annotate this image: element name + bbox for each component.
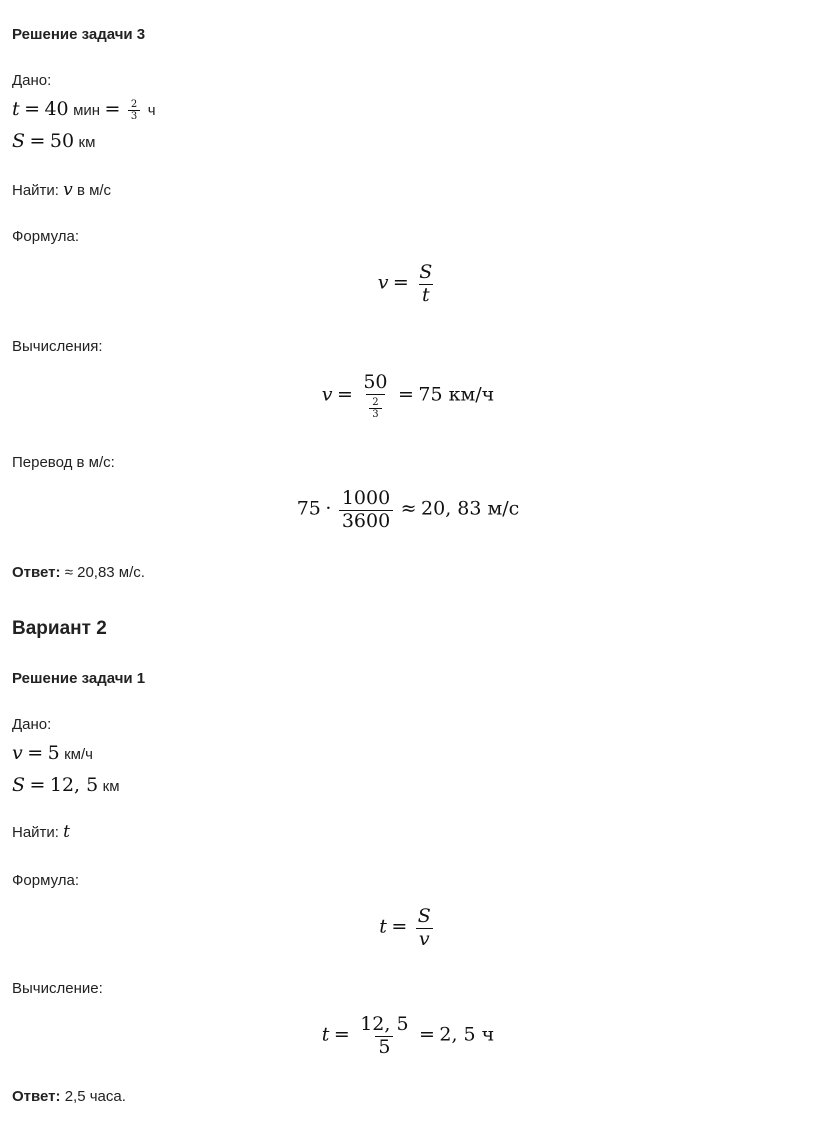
given-distance-line	[12, 774, 120, 796]
formula-label: Формула:	[12, 228, 80, 245]
distance-unit: км	[78, 134, 96, 151]
distance-value: 12, 5	[49, 774, 99, 796]
speed-unit: км/ч	[64, 746, 93, 763]
given-label: Дано:	[12, 72, 52, 89]
answer-value: ≈ 20,83 м/с.	[64, 564, 145, 581]
equals-sign: =	[397, 383, 414, 406]
find-label: Найти:	[12, 824, 59, 841]
formula-display	[0, 262, 816, 307]
equals-sign: =	[27, 742, 44, 764]
approx-sign: ≈	[400, 497, 417, 520]
equals-sign: =	[419, 1023, 435, 1046]
given-time-line	[12, 98, 156, 123]
fraction-numerator: 2	[130, 98, 138, 110]
fraction	[339, 488, 393, 533]
fraction-denominator: t	[419, 284, 433, 307]
speed-value: 5	[47, 742, 60, 764]
find-line	[12, 822, 70, 842]
time-value: 40	[44, 98, 69, 120]
calc-display	[0, 1014, 816, 1059]
var-t: t	[12, 98, 20, 120]
equals-sign: =	[29, 774, 46, 796]
calc-lhs: v	[321, 383, 333, 406]
calc-result: 75 км/ч	[418, 383, 495, 406]
var-s: S	[12, 774, 26, 796]
fraction	[416, 262, 435, 307]
fraction-numerator: 50	[363, 371, 388, 393]
fraction-numerator: 12, 5	[360, 1013, 409, 1035]
convert-result: 20, 83 м/с	[421, 497, 520, 520]
convert-lhs: 75	[296, 497, 321, 520]
fraction-denominator: 3600	[339, 510, 393, 533]
fraction-numerator: S	[419, 261, 433, 283]
nested-numerator: 2	[372, 396, 379, 408]
calc-display	[0, 372, 816, 421]
distance-unit: км	[102, 778, 120, 795]
time-unit: мин	[73, 102, 101, 119]
fraction	[357, 1014, 411, 1059]
section-heading: Решение задачи 1	[12, 670, 146, 687]
nested-fraction	[369, 397, 381, 421]
fraction	[360, 372, 390, 421]
fraction-denominator	[366, 394, 384, 421]
find-label: Найти:	[12, 182, 59, 199]
var-s: S	[12, 130, 26, 152]
section-heading: Решение задачи 3	[12, 26, 146, 43]
distance-value: 50	[49, 130, 75, 152]
fraction-numerator: S	[417, 905, 431, 927]
find-var: v	[63, 180, 73, 200]
equals-sign: =	[336, 383, 353, 406]
calc-label: Вычисление:	[12, 980, 103, 997]
convert-label: Перевод в м/с:	[12, 454, 115, 471]
fraction	[415, 906, 434, 951]
convert-display	[0, 488, 816, 533]
hours-unit: ч	[147, 102, 156, 119]
find-line	[12, 180, 111, 200]
equals-sign: =	[29, 130, 46, 152]
find-suffix: в м/с	[76, 182, 112, 199]
nested-denominator: 3	[369, 408, 381, 421]
calc-lhs: t	[321, 1023, 330, 1046]
fraction-denominator: v	[416, 928, 433, 951]
variant-heading: Вариант 2	[12, 618, 107, 639]
equals-sign: =	[391, 915, 408, 938]
answer-line	[12, 564, 145, 581]
answer-line	[12, 1088, 126, 1105]
formula-label: Формула:	[12, 872, 80, 889]
fraction-numerator: 1000	[341, 487, 391, 509]
formula-lhs: t	[379, 915, 387, 938]
fraction	[128, 99, 140, 123]
fraction-denominator: 3	[128, 110, 140, 123]
find-var: t	[63, 822, 70, 842]
given-distance-line	[12, 130, 95, 152]
equals-sign: =	[24, 98, 41, 120]
calc-result: 2, 5 ч	[439, 1023, 495, 1046]
answer-label: Ответ:	[12, 1088, 61, 1105]
answer-value: 2,5 часа.	[64, 1088, 126, 1105]
answer-label: Ответ:	[12, 564, 61, 581]
fraction-denominator: 5	[375, 1036, 393, 1059]
multiply-dot: ·	[325, 497, 332, 520]
equals-sign: =	[104, 98, 121, 120]
given-speed-line	[12, 742, 93, 764]
formula-lhs: v	[377, 271, 389, 294]
equals-sign: =	[392, 271, 409, 294]
given-label: Дано:	[12, 716, 52, 733]
formula-display	[0, 906, 816, 951]
var-v: v	[12, 742, 23, 764]
equals-sign: =	[333, 1023, 350, 1046]
calc-label: Вычисления:	[12, 338, 103, 355]
